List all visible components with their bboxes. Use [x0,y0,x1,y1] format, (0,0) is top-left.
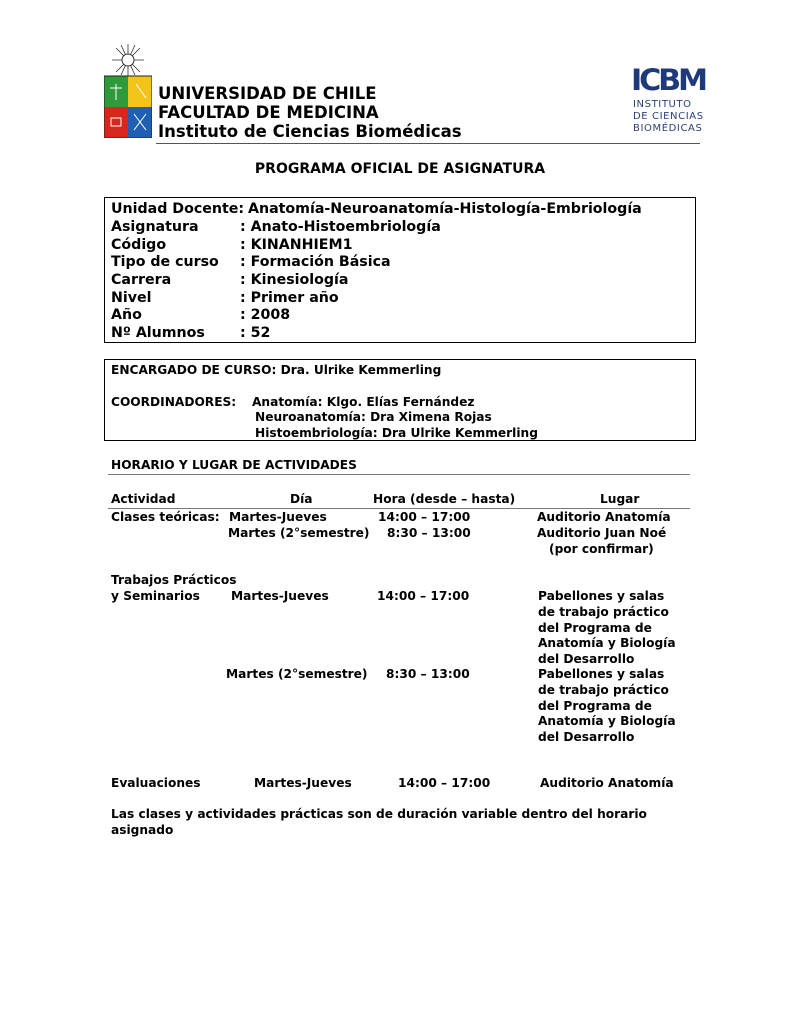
place-cell: del Desarrollo [538,730,635,744]
place-cell: Anatomía y Biología [538,636,676,650]
course-info-value: : 2008 [240,307,291,323]
place-cell: de trabajo práctico [538,683,669,697]
place-cell: Auditorio Anatomía [540,776,674,790]
course-info-label: Año [111,307,142,323]
activity-cell: Trabajos Prácticos [111,573,237,587]
icbm-logo-text: ICBM [631,64,707,94]
course-info-label: Unidad Docente: [111,201,245,217]
col-header-activity: Actividad [111,492,176,506]
place-cell: del Desarrollo [538,652,635,666]
schedule-note: Las clases y actividades prácticas son de duración variable dentro del horario [111,807,647,821]
hour-cell: 14:00 – 17:00 [377,589,470,603]
course-info-value: : KINANHIEM1 [240,237,353,253]
schedule-note: asignado [111,823,174,837]
course-info-label: Asignatura [111,219,199,235]
hour-cell: 14:00 – 17:00 [378,510,471,524]
coordinators-label: COORDINADORES: [111,395,237,409]
place-cell: Pabellones y salas [538,667,665,681]
course-info-value: : Primer año [240,290,339,306]
course-info-label: Nivel [111,290,152,306]
icbm-caption-line: BIOMÉDICAS [633,123,703,134]
hour-cell: 8:30 – 13:00 [387,526,471,540]
hour-cell: 14:00 – 17:00 [398,776,491,790]
activity-cell: Evaluaciones [111,776,201,790]
schedule-title: HORARIO Y LUGAR DE ACTIVIDADES [111,458,357,472]
course-info-label: Código [111,237,167,253]
icbm-caption-line: DE CIENCIAS [633,111,704,122]
coordinator-item: Histoembriología: Dra Ulrike Kemmerling [255,426,538,440]
course-info-value: : Kinesiología [240,272,349,288]
day-cell: Martes-Jueves [229,510,327,524]
place-cell: (por confirmar) [549,542,654,556]
hour-cell: 8:30 – 13:00 [386,667,470,681]
course-info-value: : Anato-Histoembriología [240,219,441,235]
institute-name: Instituto de Ciencias Biomédicas [158,122,462,141]
schedule-divider [108,474,690,475]
place-cell: de trabajo práctico [538,605,669,619]
place-cell: Anatomía y Biología [538,714,676,728]
course-info-label: Carrera [111,272,172,288]
activity-cell: Clases teóricas: [111,510,220,524]
document-title: PROGRAMA OFICIAL DE ASIGNATURA [254,161,546,177]
course-manager: ENCARGADO DE CURSO: Dra. Ulrike Kemmerling [111,363,442,377]
icbm-caption-line: INSTITUTO [633,99,692,110]
place-cell: Pabellones y salas [538,589,665,603]
place-cell: Auditorio Juan Noé [537,526,667,540]
day-cell: Martes-Jueves [231,589,329,603]
place-cell: Auditorio Anatomía [537,510,671,524]
coordinator-item: Neuroanatomía: Dra Ximena Rojas [255,410,492,424]
activity-cell: y Seminarios [111,589,200,603]
col-header-hour: Hora (desde – hasta) [373,492,516,506]
course-info-value: : 52 [240,325,271,341]
university-name: UNIVERSIDAD DE CHILE [158,84,377,103]
col-header-day: Día [290,492,313,506]
day-cell: Martes-Jueves [254,776,352,790]
header-divider [156,143,700,144]
course-info-label: Nº Alumnos [111,325,205,341]
place-cell: del Programa de [538,699,652,713]
university-crest-logo [104,44,152,138]
col-header-place: Lugar [600,492,640,506]
day-cell: Martes (2°semestre) [228,526,370,540]
place-cell: del Programa de [538,621,652,635]
course-info-value: Anatomía-Neuroanatomía-Histología-Embriología [248,201,642,217]
course-info-label: Tipo de curso [111,254,219,270]
course-info-value: : Formación Básica [240,254,391,270]
coordinator-item: Anatomía: Klgo. Elías Fernández [252,395,475,409]
day-cell: Martes (2°semestre) [226,667,368,681]
icbm-logo [631,64,707,94]
faculty-name: FACULTAD DE MEDICINA [158,103,379,122]
